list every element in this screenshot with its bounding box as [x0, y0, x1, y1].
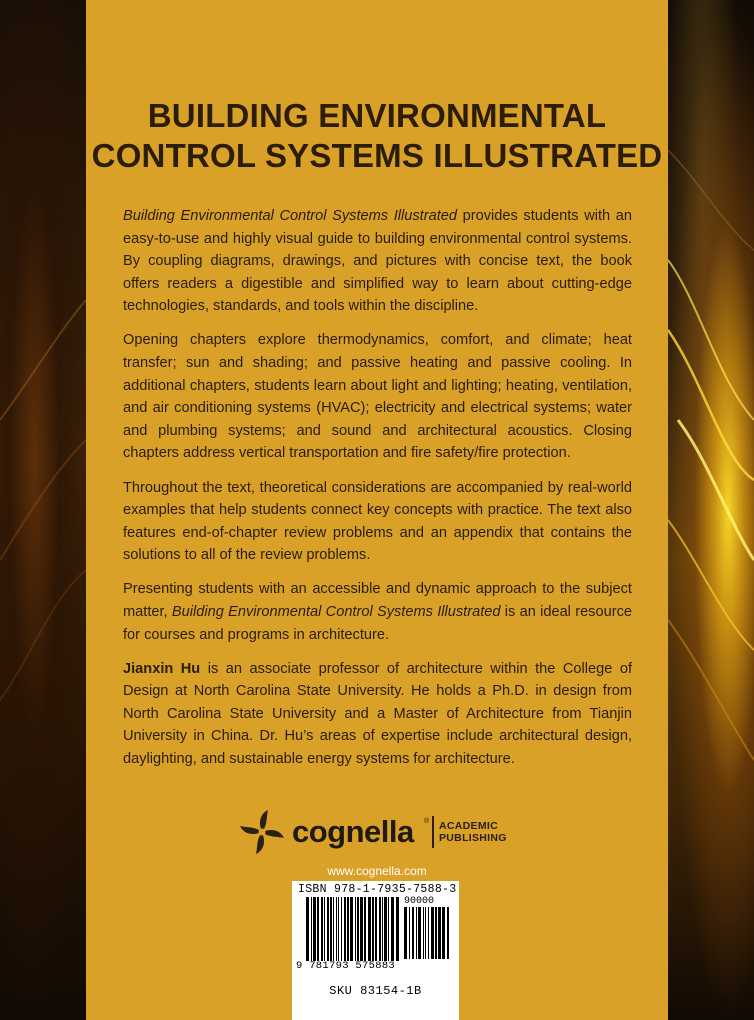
isbn-text: ISBN 978-1-7935-7588-3 [298, 883, 457, 896]
book-title: BUILDING ENVIRONMENTAL CONTROL SYSTEMS ILLUSTRATED [91, 97, 663, 174]
description-paragraph-2: Opening chapters explore thermodynamics, comfort, and climate; heat transfer; sun and shading; and passive heating and passive cooling. In additional chapters, students learn about light and lighting; heating, ventilation, and air conditioning systems (HVAC); electricity and electrical systems; water and plumbing systems; and sound and architectural acoustics. Closing chapters address vertical transportation and fire safety/fire protection. [123, 332, 632, 462]
ean-barcode [306, 897, 402, 961]
cognella-swirl-icon [238, 808, 286, 856]
description-paragraph-3: Throughout the text, theoretical considerations are accompanied by real-world examples that help students connect key concepts with practice. The text also features end-of-chapter review problems and an appendix that contains the solutions to all of the review problems. [123, 479, 632, 564]
book-description [123, 205, 632, 782]
barcode-label [292, 881, 459, 1020]
description-inline-title: Building Environmental Control Systems Illustrated [171, 604, 501, 620]
left-flame-background [0, 0, 86, 1020]
publisher-divider [432, 816, 434, 848]
publisher-url: www.cognella.com [327, 864, 427, 878]
ean-digits: 9 781793 575883 [296, 960, 396, 972]
publisher-subtitle: ACADEMIC PUBLISHING [439, 820, 507, 844]
price-code: 90000 [404, 896, 435, 907]
sku-text: SKU 83154-1B [329, 984, 422, 998]
description-lead-title: Building Environmental Control Systems Illustrated [123, 208, 457, 224]
publisher-logo [236, 808, 526, 860]
description-paragraph-4: Presenting students with an accessible and dynamic approach to the subject matter, Building Environmental Control Systems Illustrated is an ideal resource for courses and programs in architecture. [123, 581, 632, 643]
back-cover-panel [86, 0, 668, 1020]
publisher-name: cognella [292, 814, 414, 849]
description-paragraph-1 [123, 205, 632, 318]
registered-mark: ® [424, 818, 430, 825]
author-bio-text: is an associate professor of architecture within the College of Design at North Carolina State University. He holds a Ph.D. in design from North Carolina State University and a Master of Architecture from Tianjin University in China. Dr. Hu’s areas of expertise include architectural design, daylighting, and sustainable energy systems for architecture. [123, 660, 633, 768]
addon-barcode [404, 907, 452, 959]
author-bio [123, 658, 632, 771]
author-name: Jianxin Hu [123, 660, 201, 677]
right-flame-background [668, 0, 754, 1020]
description-p1-text: provides students with an easy-to-use and highly visual guide to building environmental control systems. By coupling diagrams, drawings, and pictures with concise text, the book offers readers a digestible and simplified way to learn about cutting-edge technologies, standards, and tools within the discipline. [123, 208, 632, 315]
